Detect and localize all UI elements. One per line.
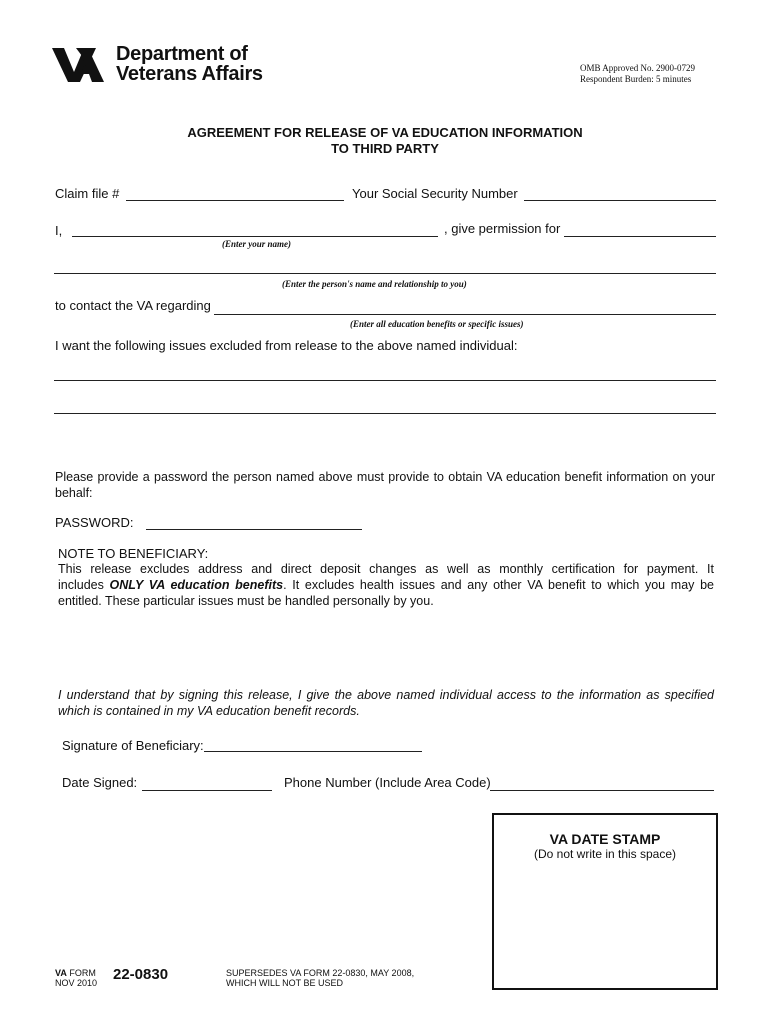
stamp-title: VA DATE STAMP	[549, 831, 661, 847]
password-label: PASSWORD:	[55, 515, 134, 530]
va-date-stamp-box	[492, 813, 718, 990]
footer-form-date: NOV 2010	[55, 978, 98, 988]
footer-supersedes-line1: SUPERSEDES VA FORM 22-0830, MAY 2008,	[226, 968, 415, 978]
note-line-3: entitled. These particular issues must be handled personally by you.	[58, 594, 434, 608]
benefits-hint: (Enter all education benefits or specific issues)	[350, 319, 524, 329]
excluded-issues-input-2[interactable]	[54, 399, 716, 414]
acknowledgement-text: I understand that by signing this release, I give the above named individual access to the information as specified which is contained in my VA education benefit records.	[58, 688, 714, 718]
claim-file-label: Claim file #	[55, 186, 120, 201]
phone-input[interactable]	[490, 776, 714, 791]
omb-approval: OMB Approved No. 2900-0729	[580, 63, 695, 73]
note-heading: NOTE TO BENEFICIARY:	[58, 546, 209, 561]
footer-va: VA	[55, 968, 67, 978]
note-line-1: This release excludes address and direct deposit changes as well as monthly certification for payment. It	[58, 562, 714, 576]
person-relationship-hint: (Enter the person's name and relationship to you)	[282, 279, 467, 289]
beneficiary-name-input[interactable]	[72, 222, 438, 237]
claim-file-input[interactable]	[126, 186, 344, 201]
footer-form-label	[55, 968, 96, 978]
note-line-2-post: . It excludes health issues and any other VA benefit to which you may be	[283, 578, 714, 592]
enter-name-hint: (Enter your name)	[222, 239, 292, 249]
password-input[interactable]	[146, 515, 362, 530]
signature-input[interactable]	[204, 737, 422, 752]
ssn-input[interactable]	[524, 186, 716, 201]
form-title-line2: TO THIRD PARTY	[331, 141, 439, 156]
contact-regarding-input[interactable]	[214, 300, 716, 315]
department-name-line1: Department of	[116, 43, 248, 65]
footer-supersedes-line2: WHICH WILL NOT BE USED	[226, 978, 344, 988]
footer-form: FORM	[66, 968, 96, 978]
give-permission-label: , give permission for	[444, 221, 561, 236]
respondent-burden: Respondent Burden: 5 minutes	[580, 74, 692, 84]
date-signed-label: Date Signed:	[62, 775, 138, 790]
stamp-subtitle: (Do not write in this space)	[533, 847, 677, 861]
note-line-2	[58, 577, 714, 593]
excluded-issues-input-1[interactable]	[54, 366, 716, 381]
contact-va-label: to contact the VA regarding	[55, 298, 211, 313]
permission-for-input[interactable]	[564, 222, 716, 237]
va-logo	[52, 44, 112, 84]
signature-label: Signature of Beneficiary:	[62, 738, 204, 753]
department-name-line2: Veterans Affairs	[116, 63, 263, 85]
date-signed-input[interactable]	[142, 776, 272, 791]
exclude-issues-label: I want the following issues excluded from release to the above named individual:	[55, 338, 518, 353]
footer-form-number: 22-0830	[113, 966, 169, 983]
note-emphasis: ONLY VA education benefits	[109, 578, 284, 592]
note-line-2-pre: includes	[58, 578, 110, 592]
form-title-line1: AGREEMENT FOR RELEASE OF VA EDUCATION INFORMATION	[187, 125, 583, 140]
person-relationship-input[interactable]	[54, 259, 716, 274]
phone-label: Phone Number (Include Area Code)	[284, 775, 491, 790]
password-instructions: Please provide a password the person named above must provide to obtain VA education benefit information on your behalf:	[55, 470, 715, 500]
ssn-label: Your Social Security Number	[352, 186, 518, 201]
i-label: I,	[55, 223, 63, 238]
note-body	[58, 561, 714, 609]
va-seal-icon	[52, 44, 112, 84]
